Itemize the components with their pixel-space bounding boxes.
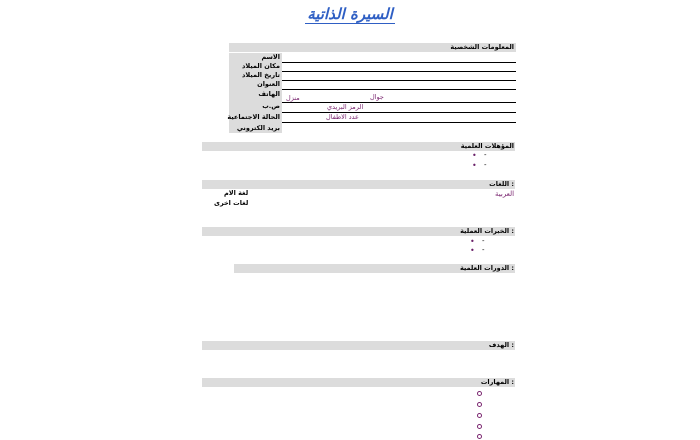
languages-bar: [202, 180, 515, 189]
native-language-value: العربية: [495, 190, 515, 198]
home-label: منزل: [286, 94, 300, 102]
birth-date-label: تاريخ الميلاد: [242, 71, 280, 79]
po-box-line: [282, 112, 516, 113]
objective-bar: [202, 341, 515, 350]
birth-place-label: مكان الميلاد: [241, 62, 280, 70]
address-line: [282, 89, 516, 90]
qualification-bullet-2: •: [472, 161, 477, 170]
experience-heading: : الخبرات العملية: [460, 227, 514, 235]
experience-bullet-1: •: [470, 237, 475, 246]
marital-line: [282, 122, 516, 123]
courses-heading: : الدورات العلمية: [459, 264, 514, 272]
skill-bullet: [477, 434, 482, 439]
experience-item-2: -: [482, 246, 485, 254]
skills-bar: [202, 378, 515, 387]
qualification-item-2: -: [484, 161, 487, 169]
phone-line: [282, 102, 516, 103]
name-line: [282, 62, 516, 63]
skill-bullet: [477, 391, 482, 396]
personal-info-heading: المعلومات الشخصية: [450, 43, 514, 51]
skill-bullet: [477, 424, 482, 429]
postal-code-label: الرمز البريدي: [327, 103, 364, 111]
experience-item-1: -: [482, 237, 485, 245]
birth-date-line: [282, 80, 516, 81]
page-title: السيرة الذاتية: [307, 5, 393, 23]
objective-heading: : الهدف: [488, 341, 514, 349]
qualifications-heading: المؤهلات العلمية: [460, 142, 514, 150]
marital-status-label: الحالة الاجتماعية: [227, 113, 280, 121]
address-label: العنوان: [257, 80, 280, 88]
email-label: بريد الكتروني: [236, 124, 280, 132]
skill-bullet: [477, 402, 482, 407]
skill-bullet: [477, 413, 482, 418]
other-languages-label: لغات اخرى: [214, 199, 249, 207]
native-language-label: لغة الام: [224, 189, 249, 197]
skills-heading: : المهارات: [480, 378, 514, 386]
po-box-label: ص.ب: [262, 102, 280, 110]
mobile-label: جوال: [370, 93, 384, 101]
languages-heading: : اللغات: [489, 180, 514, 188]
qualification-bullet-1: •: [472, 151, 477, 160]
qualification-item-1: -: [484, 151, 487, 159]
name-label: الاسم: [261, 53, 280, 61]
experience-bullet-2: •: [470, 246, 475, 255]
birth-place-line: [282, 71, 516, 72]
children-count-label: عدد الاطفال: [326, 113, 359, 121]
phone-label: الهاتف: [258, 90, 280, 98]
